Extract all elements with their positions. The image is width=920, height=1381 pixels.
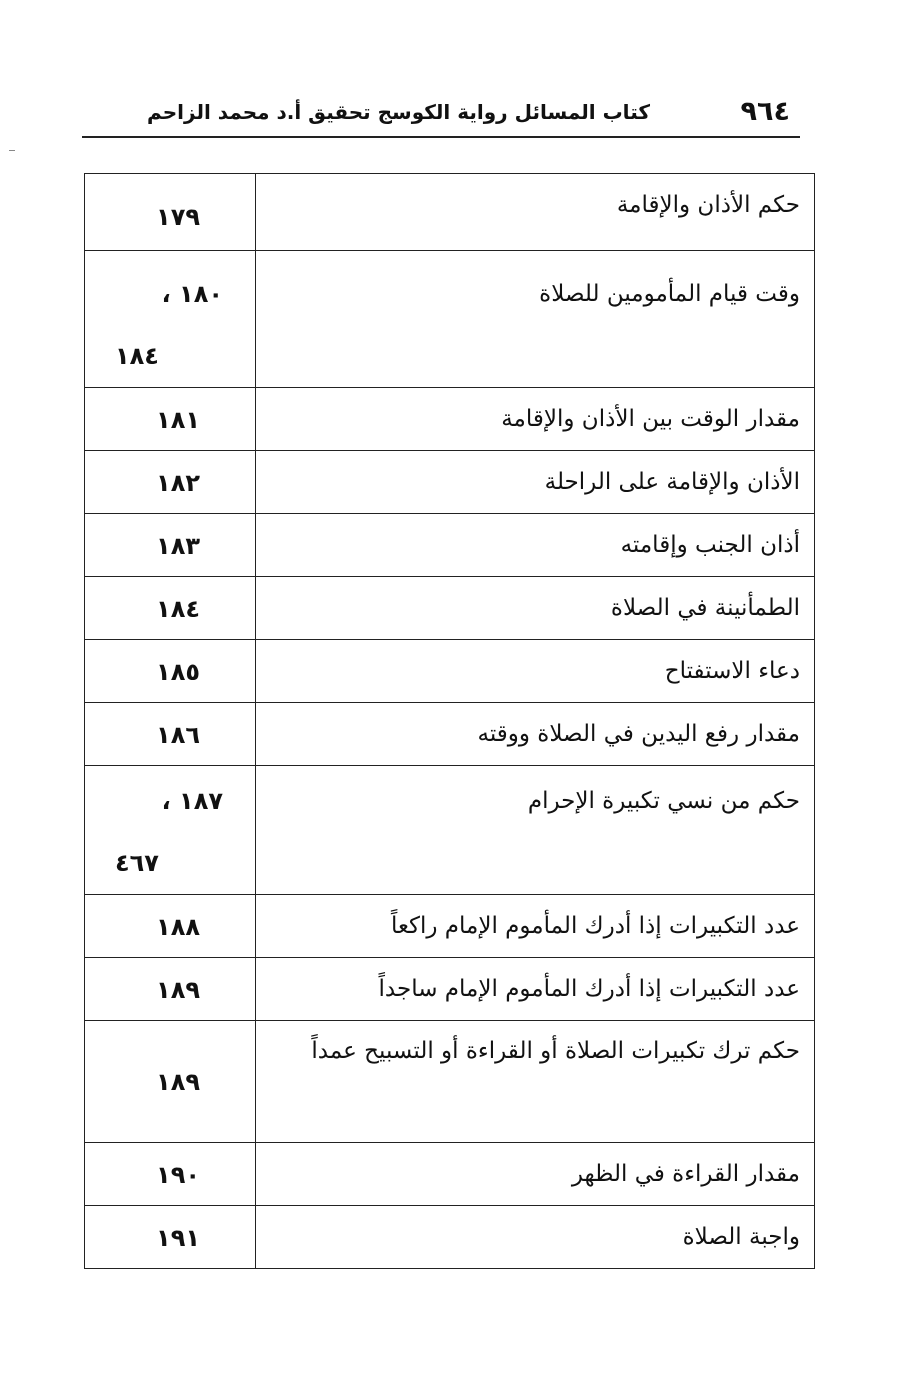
page-ref-cell: [85, 1021, 256, 1143]
topic-cell: مقدار الوقت بين الأذان والإقامة: [256, 388, 815, 451]
topic-cell: الأذان والإقامة على الراحلة: [256, 451, 815, 514]
topic-cell: وقت قيام المأمومين للصلاة: [256, 251, 815, 388]
page-ref: ١٨٩: [156, 1067, 200, 1096]
table-row: [85, 251, 815, 388]
page-ref: ١٨٤: [156, 595, 200, 623]
table-row: [85, 958, 815, 1021]
page-ref: ١٨٠ ،: [161, 280, 223, 308]
page-ref-cell: [85, 895, 256, 958]
page-header: [82, 92, 800, 138]
table-row: [85, 1143, 815, 1206]
page-ref-cell: [85, 577, 256, 640]
page-ref: ١٨١: [156, 406, 200, 434]
page-ref: ١٨٩: [156, 976, 200, 1004]
page-ref-cell: [85, 640, 256, 703]
topic-cell: واجبة الصلاة: [256, 1206, 815, 1269]
page-ref-cell: [85, 958, 256, 1021]
page-ref-cell: [85, 514, 256, 577]
page-ref-cell: [85, 388, 256, 451]
page-ref-cell: [85, 703, 256, 766]
page-ref: ١٨٤: [115, 342, 159, 370]
page-ref: ١٨٢: [156, 469, 200, 497]
page-ref: ١٩١: [156, 1224, 200, 1252]
topic-cell: عدد التكبيرات إذا أدرك المأموم الإمام راكعاً: [256, 895, 815, 958]
topic-cell: أذان الجنب وإقامته: [256, 514, 815, 577]
table-row: [85, 640, 815, 703]
page-ref-cell: [85, 1206, 256, 1269]
page-ref: ٤٦٧: [115, 849, 159, 877]
table-row: [85, 895, 815, 958]
page-ref-cell: [85, 251, 256, 388]
topic-cell: حكم الأذان والإقامة: [256, 174, 815, 251]
page-ref: ١٨٦: [156, 721, 200, 749]
page-ref: ١٧٩: [156, 203, 200, 231]
topic-cell: مقدار القراءة في الظهر: [256, 1143, 815, 1206]
page-ref: ١٨٧ ،: [161, 787, 223, 815]
table-row: [85, 1021, 815, 1143]
topic-cell: الطمأنينة في الصلاة: [256, 577, 815, 640]
page-ref-cell: [85, 766, 256, 895]
running-title: كتاب المسائل رواية الكوسج تحقيق أ.د محمد الزاحم: [147, 100, 650, 124]
table-row: [85, 451, 815, 514]
table-row: [85, 766, 815, 895]
topic-cell: مقدار رفع اليدين في الصلاة ووقته: [256, 703, 815, 766]
table-row: [85, 514, 815, 577]
page-ref: ١٩٠: [156, 1161, 200, 1189]
table-row: [85, 577, 815, 640]
table-row: [85, 174, 815, 251]
page-ref-cell: [85, 451, 256, 514]
page-ref: ١٨٥: [156, 658, 200, 686]
table-row: [85, 1206, 815, 1269]
topic-index-table: [84, 173, 815, 1269]
page-ref-cell: [85, 174, 256, 251]
topic-cell: دعاء الاستفتاح: [256, 640, 815, 703]
page-ref: ١٨٣: [156, 532, 200, 560]
table-row: [85, 703, 815, 766]
topic-cell: عدد التكبيرات إذا أدرك المأموم الإمام ساجداً: [256, 958, 815, 1021]
page-ref-cell: [85, 1143, 256, 1206]
page-number: ٩٦٤: [740, 96, 790, 127]
topic-cell: حكم ترك تكبيرات الصلاة أو القراءة أو التسبيح عمداً: [256, 1021, 815, 1143]
table-row: [85, 388, 815, 451]
topic-cell: حكم من نسي تكبيرة الإحرام: [256, 766, 815, 895]
page-ref: ١٨٨: [156, 913, 200, 941]
scan-mark: [9, 150, 15, 151]
